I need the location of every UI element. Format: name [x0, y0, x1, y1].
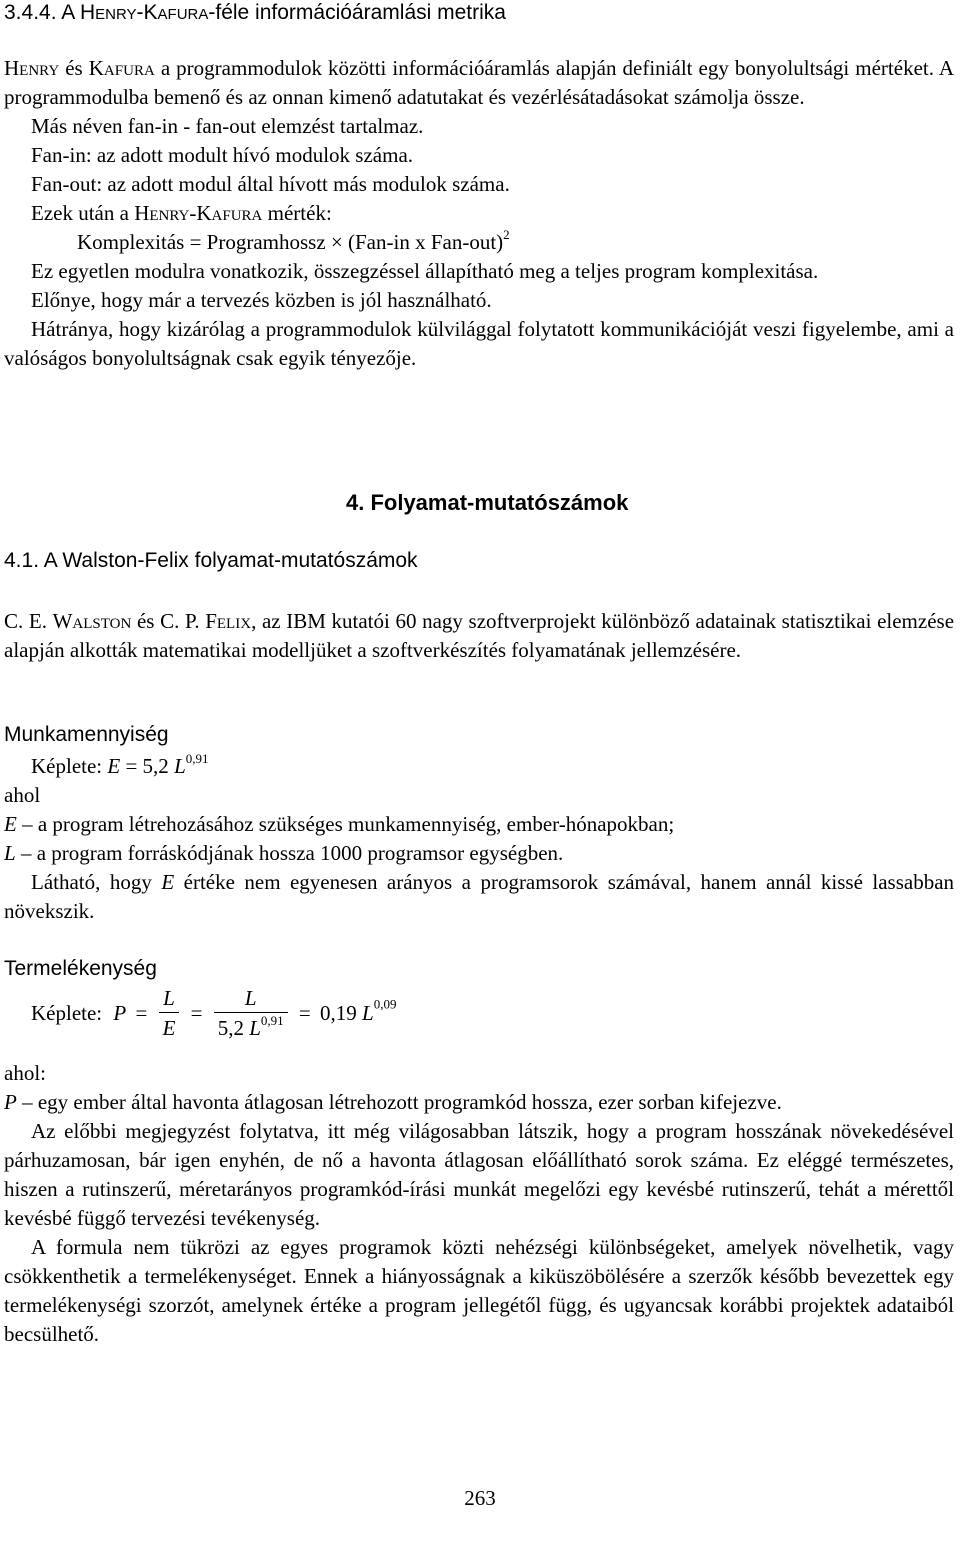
formula-productivity: Képlete: P = $\frac{L}{E}$ = $\frac{L}{5,2 L^{0,91}}$ = 0,19 L$^{0,09}$	[31, 984, 396, 1043]
heading-termelekenyseg: Termelékenység	[4, 957, 157, 980]
paragraph-productivity-2: A formula nem tükrözi az egyes programok közti nehézségi különbségeket, amelyek növelhetik, vagy csökkenthetik a termelékenységet. Ennek a hiányosságnak a kiküszöbölésére a szerzők később bevezettek egy termelékenységi szorzót, amelynek értéke a program jellegétől függ, és ugyancsak korábbi projektek adataiból becsülhető.	[4, 1235, 954, 1346]
paragraph-advantage: Előnye, hogy már a tervezés közben is jól használható.	[31, 288, 492, 312]
label-ahol: ahol	[4, 783, 41, 807]
section-heading-344: 3.4.4. A Henry-Kafura-féle információáramlási metrika	[4, 1, 506, 24]
paragraph-productivity-1: Az előbbi megjegyzést folytatva, itt még világosabban látszik, hogy a program hosszának növekedésével párhuzamosan, bár igen enyhén, de nő a havonta átlagosan előállítható sorok száma. Ez eléggé természetes, hiszen a rutinszerű, méretarányos programkód-írási munkát megelőzi egy kevésbé rutinszerű, tehát a mérettől kevésbé függő tervezési tevékenység.	[4, 1119, 954, 1230]
termel-section	[4, 1059, 954, 1349]
label-ahol-2: ahol:	[4, 1061, 46, 1085]
formula-effort: Képlete: E = 5,2 L$^{0,91}$	[31, 751, 209, 778]
chapter-heading: 4. Folyamat-mutatószámok	[346, 490, 629, 515]
paragraph-fan-in: Fan-in: az adott modult hívó modulok száma.	[31, 143, 414, 167]
definition-P: P – egy ember által havonta átlagosan létrehozott programkód hossza, ezer sorban kifejezve.	[4, 1090, 782, 1114]
definition-E: E – a program létrehozásához szükséges munkamennyiség, ember-hónapokban;	[4, 812, 675, 836]
paragraph-fan-in-fan-out: Más néven fan-in - fan-out elemzést tartalmaz.	[31, 114, 424, 138]
heading-munkamennyiseg: Munkamennyiség	[4, 723, 169, 746]
fraction-L-over-52L: $\frac{L}{5,2 L^{0,91}}$	[214, 984, 288, 1043]
henry-kafura-section	[4, 54, 954, 373]
paragraph-fan-out: Fan-out: az adott modul által hívott más modulok száma.	[31, 172, 510, 196]
paragraph-disadvantage: Hátránya, hogy kizárólag a programmodulok külvilággal folytatott kommunikációját veszi figyelembe, ami a valóságos bonyolultságnak csak egyik tényezője.	[4, 317, 954, 370]
fraction-L-over-E: $\frac{L}{E}$	[159, 984, 180, 1043]
paragraph-measure-intro: Ezek után a Henry-Kafura mérték:	[31, 201, 332, 225]
paragraph-walston-felix: C. E. Walston és C. P. Felix, az IBM kutatói 60 nagy szoftverprojekt különböző adatainak statisztikai elemzése alapján alkották matematikai modelljüket a szoftverkészítés folyamatának jellemzésére.	[4, 609, 955, 662]
paragraph-hk-definition: Henry és Kafura a programmodulok közötti információáramlás alapján definiált egy bonyolultsági mértéket. A programmodulba bemenő és az onnan kimenő adatutakat és vezérlésátadásokat számolja össze.	[4, 56, 955, 109]
munka-section	[4, 752, 954, 926]
page-number: 263	[464, 1486, 496, 1510]
definition-L: L – a program forráskódjának hossza 1000 programsor egységben.	[4, 841, 564, 865]
paragraph-module: Ez egyetlen modulra vonatkozik, összegzéssel állapítható meg a teljes program komplexitása.	[31, 259, 819, 283]
formula-complexity: Komplexitás = Programhossz × (Fan-in x Fan-out)$^2$	[77, 227, 510, 254]
section-heading-41: 4.1. A Walston-Felix folyamat-mutatószámok	[4, 549, 418, 572]
paragraph-effort-note: Látható, hogy E értéke nem egyenesen arányos a programsorok számával, hanem annál kissé lassabban növekszik.	[4, 870, 955, 923]
